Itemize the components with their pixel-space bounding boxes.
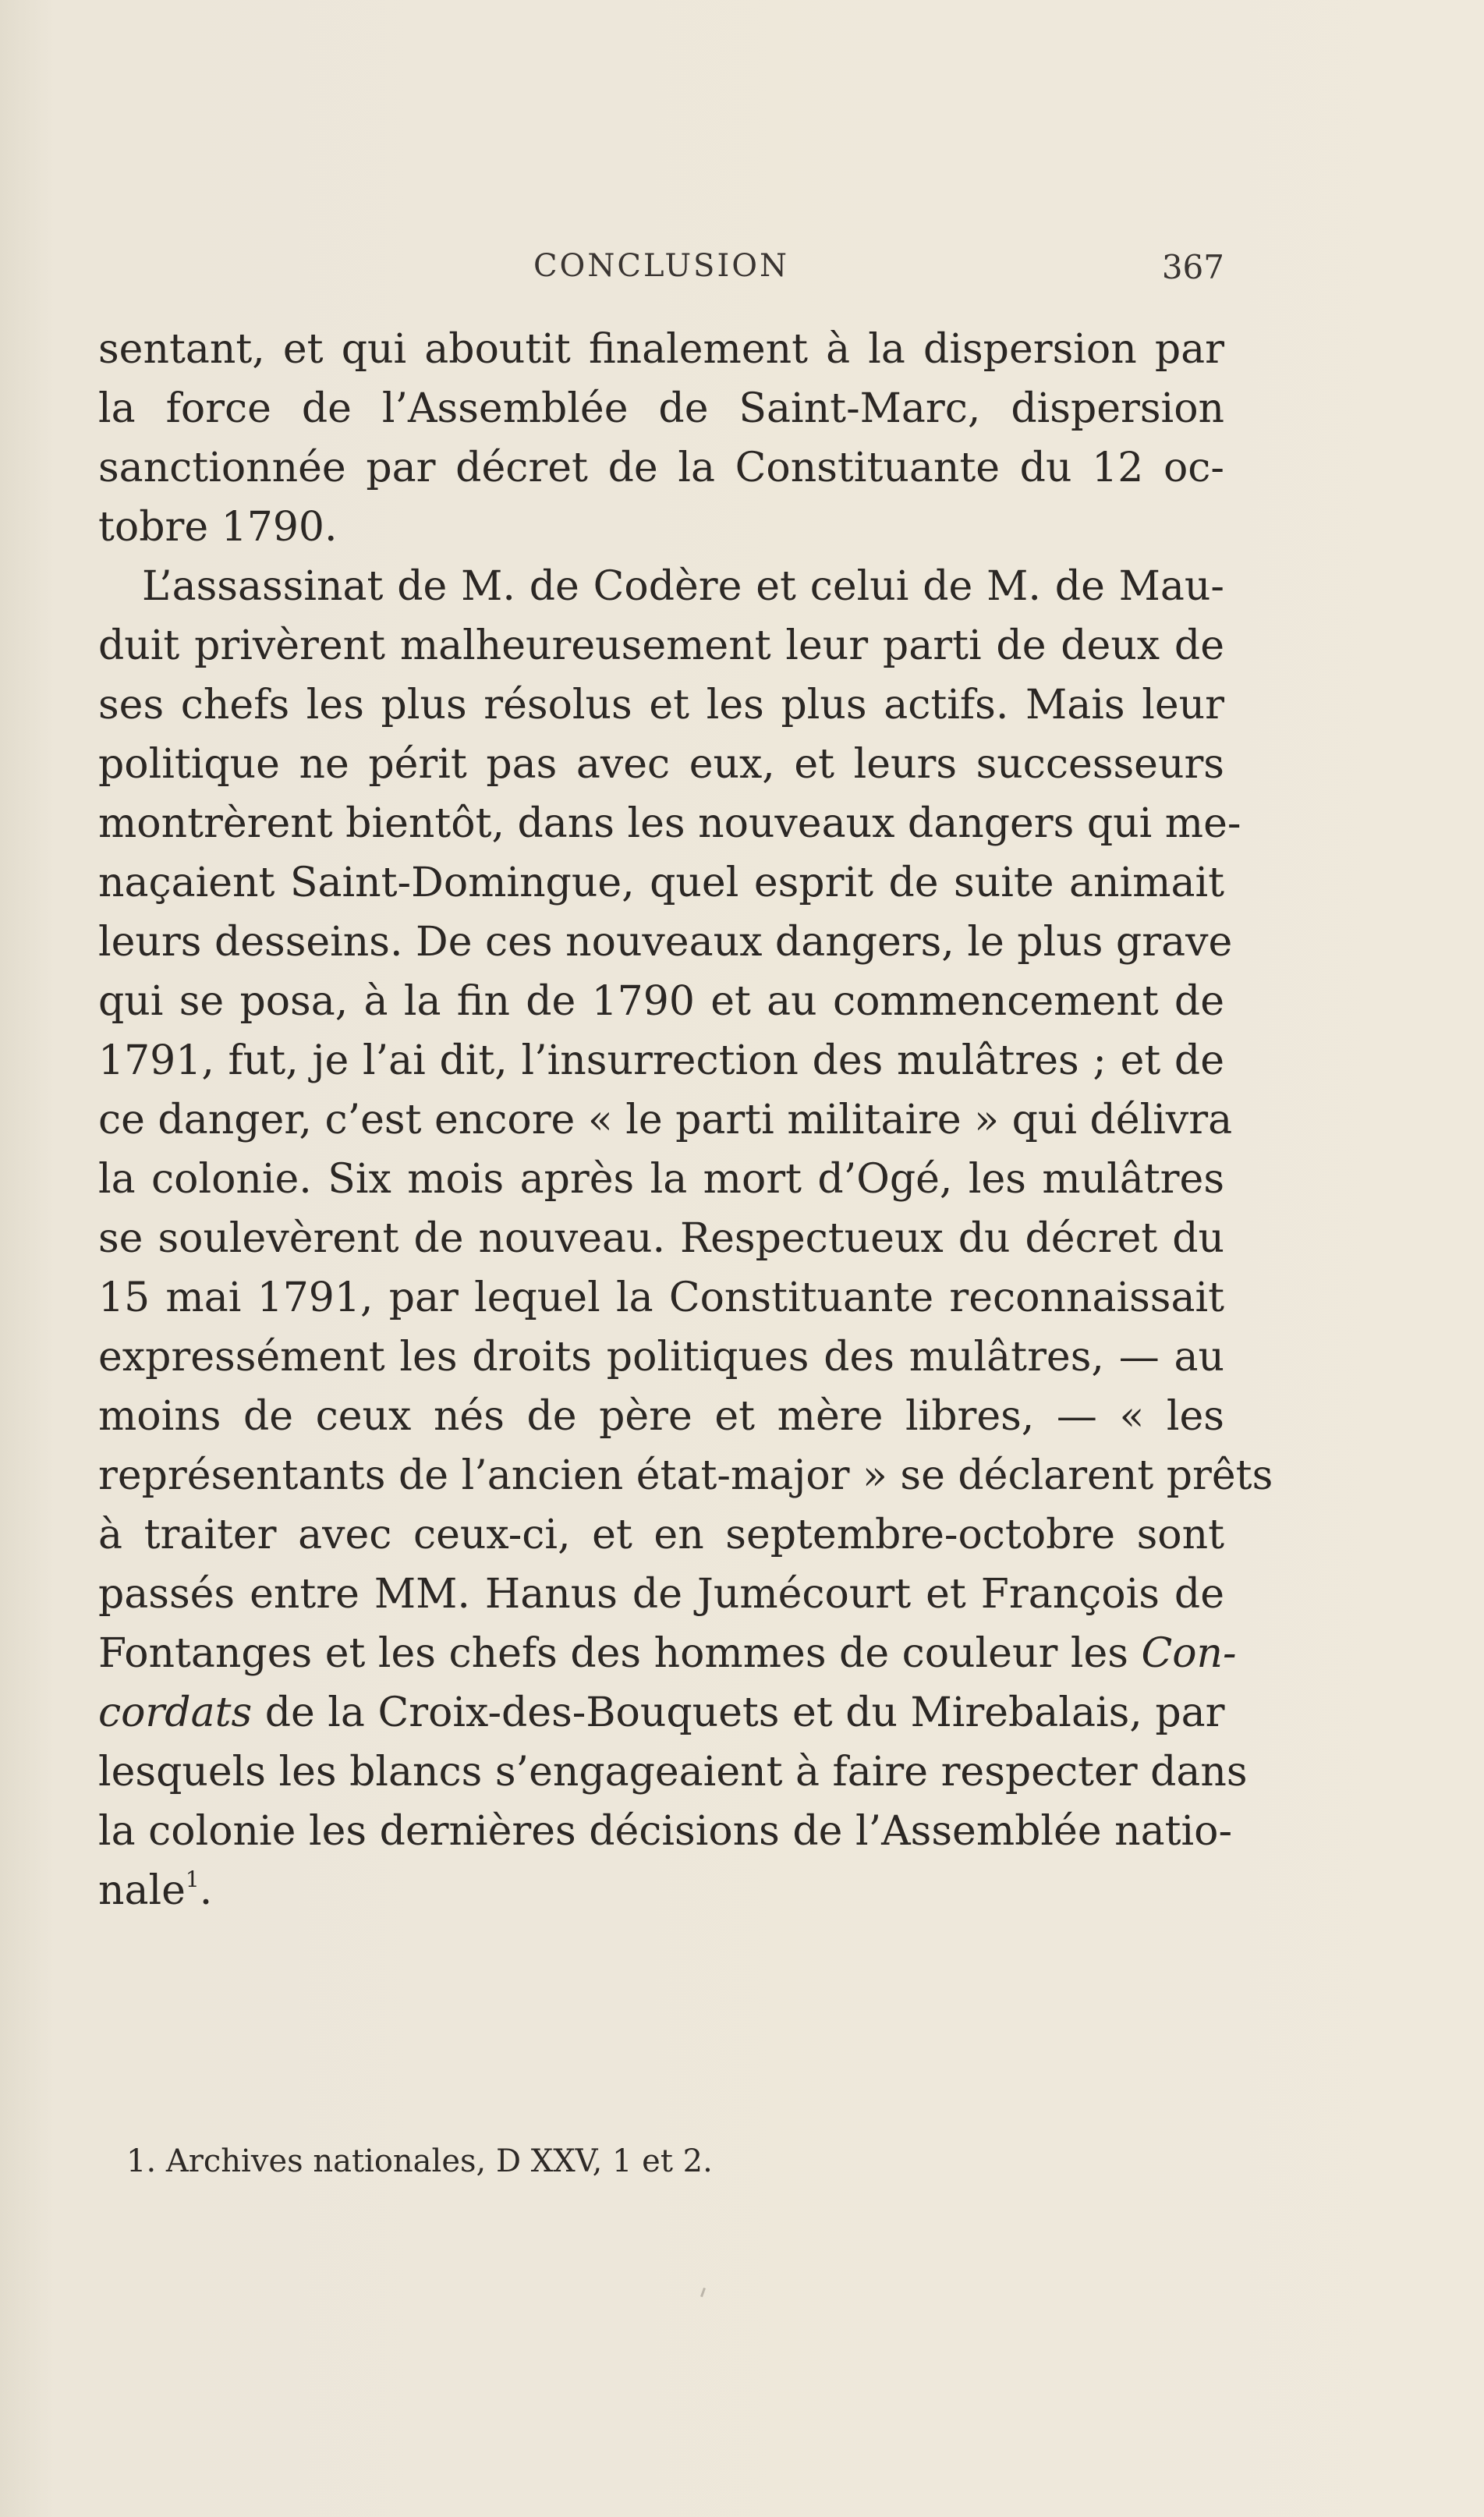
text-segment: Fontanges et les chefs des hommes de couleur les xyxy=(98,1630,1128,1677)
footnote: 1. Archives nationales, D XXV, 1 et 2. xyxy=(126,2143,713,2179)
text-line: qui se posa, à la fin de 1790 et au commencement de xyxy=(98,978,1224,1025)
running-head xyxy=(98,248,1224,295)
text-segment: de la Croix-des-Bouquets et du Mirebalais, par xyxy=(252,1689,1225,1736)
text-line: représentants de l’ancien état-major » se déclarent prêts xyxy=(98,1452,1273,1499)
running-title: CONCLUSION xyxy=(533,248,790,284)
text-line: montrèrent bientôt, dans les nouveaux dangers qui me- xyxy=(98,800,1241,847)
text-line: ce danger, c’est encore « le parti militaire » qui délivra xyxy=(98,1097,1233,1143)
text-line: ses chefs les plus résolus et les plus actifs. Mais leur xyxy=(98,682,1224,729)
paragraph-first-line: L’assassinat de M. de Codère et celui de M. de Mau- xyxy=(142,563,1224,610)
text-line: la force de l’Assemblée de Saint-Marc, dispersion xyxy=(98,385,1224,432)
italic-text: cordats xyxy=(98,1689,253,1736)
italic-text: Con- xyxy=(1141,1630,1237,1677)
text-segment: nale xyxy=(98,1867,186,1914)
text-line: expressément les droits politiques des mulâtres, — au xyxy=(98,1334,1224,1381)
text-line: tobre 1790. xyxy=(98,504,338,551)
footnote-marker: 1 xyxy=(185,1866,200,1892)
text-line: 15 mai 1791, par lequel la Constituante reconnaissait xyxy=(98,1274,1224,1321)
text-line: sentant, et qui aboutit finalement à la dispersion par xyxy=(98,326,1224,373)
text-line: duit privèrent malheureusement leur parti de deux de xyxy=(98,622,1224,669)
text-line xyxy=(98,1624,1237,1683)
text-line: à traiter avec ceux-ci, et en septembre-octobre sont xyxy=(98,1512,1224,1558)
page-number: 367 xyxy=(1161,248,1224,286)
text-line xyxy=(98,1861,1224,1920)
text-line: leurs desseins. De ces nouveaux dangers, le plus grave xyxy=(98,919,1233,966)
text-line: la colonie. Six mois après la mort d’Ogé, les mulâtres xyxy=(98,1156,1224,1203)
text-line: sanctionnée par décret de la Constituante du 12 oc- xyxy=(98,445,1224,491)
text-line: se soulevèrent de nouveau. Respectueux du décret du xyxy=(98,1215,1224,1262)
body-text xyxy=(98,320,1273,1920)
text-line: naçaient Saint-Domingue, quel esprit de suite animait xyxy=(98,860,1224,906)
text-line xyxy=(98,1683,1224,1742)
paper-speck xyxy=(700,2288,706,2297)
text-line: lesquels les blancs s’engageaient à faire respecter dans xyxy=(98,1749,1248,1796)
text-line: moins de ceux nés de père et mère libres, — « les xyxy=(98,1393,1224,1440)
text-line: la colonie les dernières décisions de l’Assemblée natio- xyxy=(98,1808,1233,1855)
text-line: passés entre MM. Hanus de Jumécourt et François de xyxy=(98,1571,1224,1618)
text-line: 1791, fut, je l’ai dit, l’insurrection des mulâtres ; et de xyxy=(98,1037,1224,1084)
text-segment: . xyxy=(199,1867,213,1914)
text-line: politique ne périt pas avec eux, et leurs successeurs xyxy=(98,741,1224,788)
